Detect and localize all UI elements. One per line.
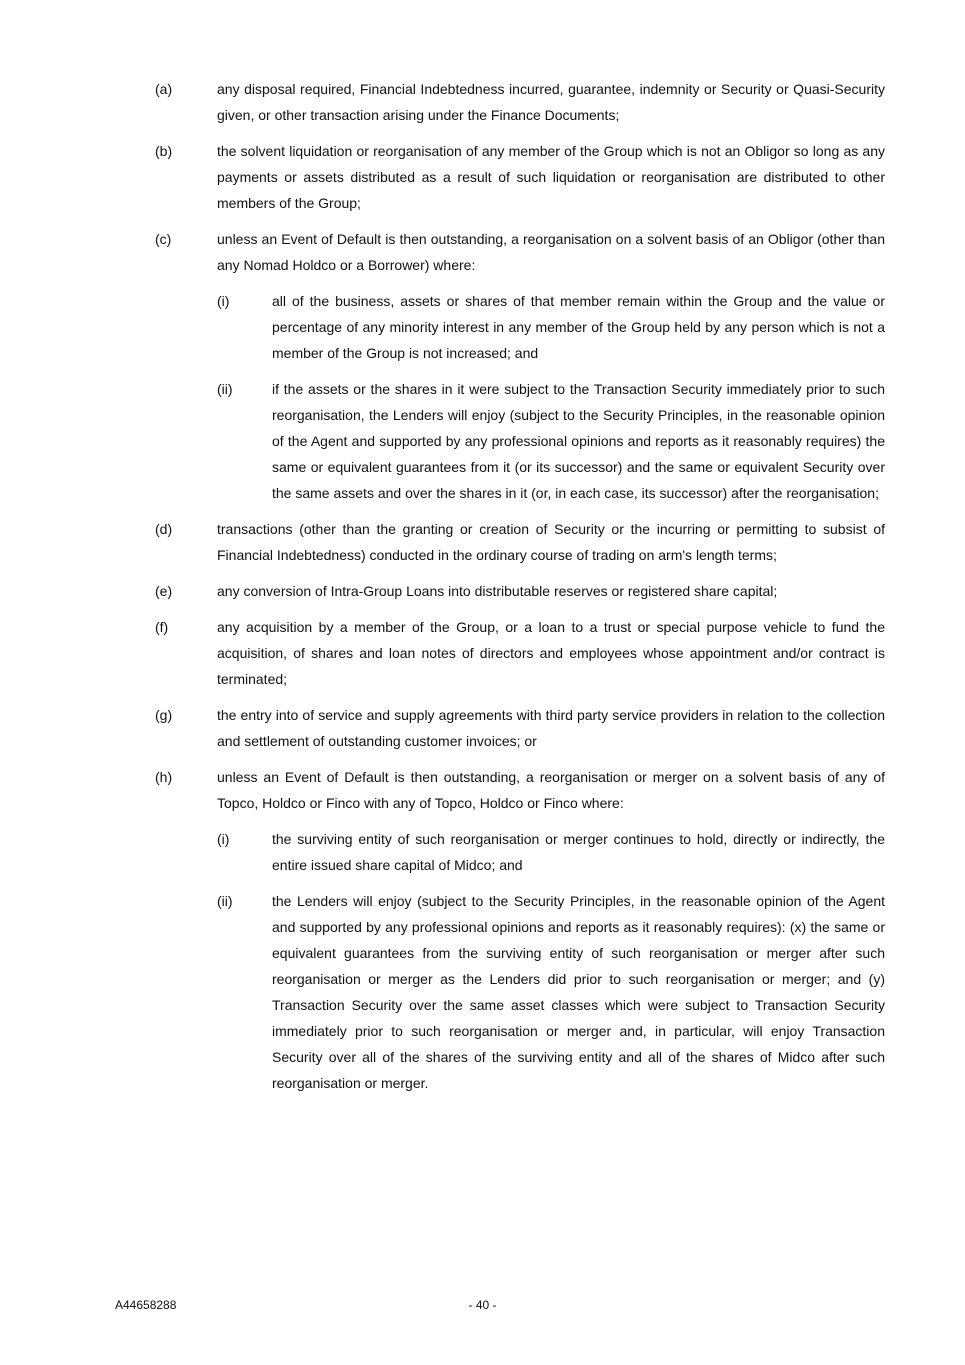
sub-list-item-h-ii bbox=[217, 888, 885, 1096]
list-item-h bbox=[155, 764, 885, 1096]
list-item-text: the solvent liquidation or reorganisation of any member of the Group which is not an Obligor so long as any payments or assets distributed as a result of such liquidation or reorganisation are distributed to other members of the Group; bbox=[217, 143, 885, 211]
list-item-f bbox=[155, 614, 885, 692]
list-item-label: (b) bbox=[155, 143, 173, 159]
list-item-c bbox=[155, 226, 885, 506]
sub-list-item-h-i bbox=[217, 826, 885, 878]
list-item-text: the entry into of service and supply agreements with third party service providers in relation to the collection and settlement of outstanding customer invoices; or bbox=[217, 707, 885, 749]
sub-list-item-label: (ii) bbox=[217, 381, 233, 397]
list-item-label: (d) bbox=[155, 521, 173, 537]
sub-list-item-label: (ii) bbox=[217, 893, 233, 909]
sub-list-item-c-i bbox=[217, 288, 885, 366]
sub-list-item-text: the surviving entity of such reorganisation or merger continues to hold, directly or indirectly, the entire issued share capital of Midco; and bbox=[272, 831, 885, 873]
page-number: - 40 - bbox=[468, 1298, 497, 1312]
page-footer bbox=[0, 1296, 965, 1314]
list-item-e bbox=[155, 578, 885, 604]
list-item-g bbox=[155, 702, 885, 754]
list-item-label: (f) bbox=[155, 619, 169, 635]
list-item-text: unless an Event of Default is then outstanding, a reorganisation on a solvent basis of an Obligor (other than any Nomad Holdco or a Borrower) where: bbox=[217, 231, 885, 273]
list-item-a bbox=[155, 76, 885, 128]
list-item-text: any disposal required, Financial Indebtedness incurred, guarantee, indemnity or Security or Quasi-Security given, or other transaction arising under the Finance Documents; bbox=[217, 81, 885, 123]
list-item-text: transactions (other than the granting or creation of Security or the incurring or permitting to subsist of Financial Indebtedness) conducted in the ordinary course of trading on arm's length terms; bbox=[217, 521, 885, 563]
list-item-b bbox=[155, 138, 885, 216]
sub-list-item-text: all of the business, assets or shares of that member remain within the Group and the value or percentage of any minority interest in any member of the Group held by any person which is not a member of the Group is not increased; and bbox=[272, 293, 885, 361]
list-item-label: (a) bbox=[155, 81, 173, 97]
document-id: A44658288 bbox=[115, 1298, 177, 1312]
list-item-text: unless an Event of Default is then outstanding, a reorganisation or merger on a solvent basis of any of Topco, Holdco or Finco with any of Topco, Holdco or Finco where: bbox=[217, 769, 885, 811]
sub-list-item-label: (i) bbox=[217, 293, 230, 309]
list-item-label: (c) bbox=[155, 231, 172, 247]
sub-list-item-text: the Lenders will enjoy (subject to the Security Principles, in the reasonable opinion of the Agent and supported by any professional opinions and reports as it reasonably requires): (x) the same or equivalent guarantees from the surviving entity of such reorganisation or merger after such reorganisation or merger as the Lenders did prior to such reorganisation or merger; and (y) Transaction Security over the same asset classes which were subject to Transaction Security immediately prior to such reorganisation or merger and, in particular, will enjoy Transaction Security over all of the shares of the surviving entity and all of the shares of Midco after such reorganisation or merger. bbox=[272, 893, 885, 1091]
list-item-d bbox=[155, 516, 885, 568]
list-item-label: (e) bbox=[155, 583, 173, 599]
sub-list-item-c-ii bbox=[217, 376, 885, 506]
list-item-text: any conversion of Intra-Group Loans into distributable reserves or registered share capital; bbox=[217, 583, 778, 599]
list-item-label: (g) bbox=[155, 707, 173, 723]
sub-list-item-text: if the assets or the shares in it were subject to the Transaction Security immediately prior to such reorganisation, the Lenders will enjoy (subject to the Security Principles, in the reasonable opinion of the Agent and supported by any professional opinions and reports as it reasonably requires) the same or equivalent guarantees from it (or its successor) and the same or equivalent Security over the same assets and over the shares in it (or, in each case, its successor) after the reorganisation; bbox=[272, 381, 885, 501]
sub-list-item-label: (i) bbox=[217, 831, 230, 847]
list-item-text: any acquisition by a member of the Group, or a loan to a trust or special purpose vehicle to fund the acquisition, of shares and loan notes of directors and employees whose appointment and/or contract is terminated; bbox=[217, 619, 885, 687]
list-item-label: (h) bbox=[155, 769, 173, 785]
document-body bbox=[155, 76, 885, 1106]
